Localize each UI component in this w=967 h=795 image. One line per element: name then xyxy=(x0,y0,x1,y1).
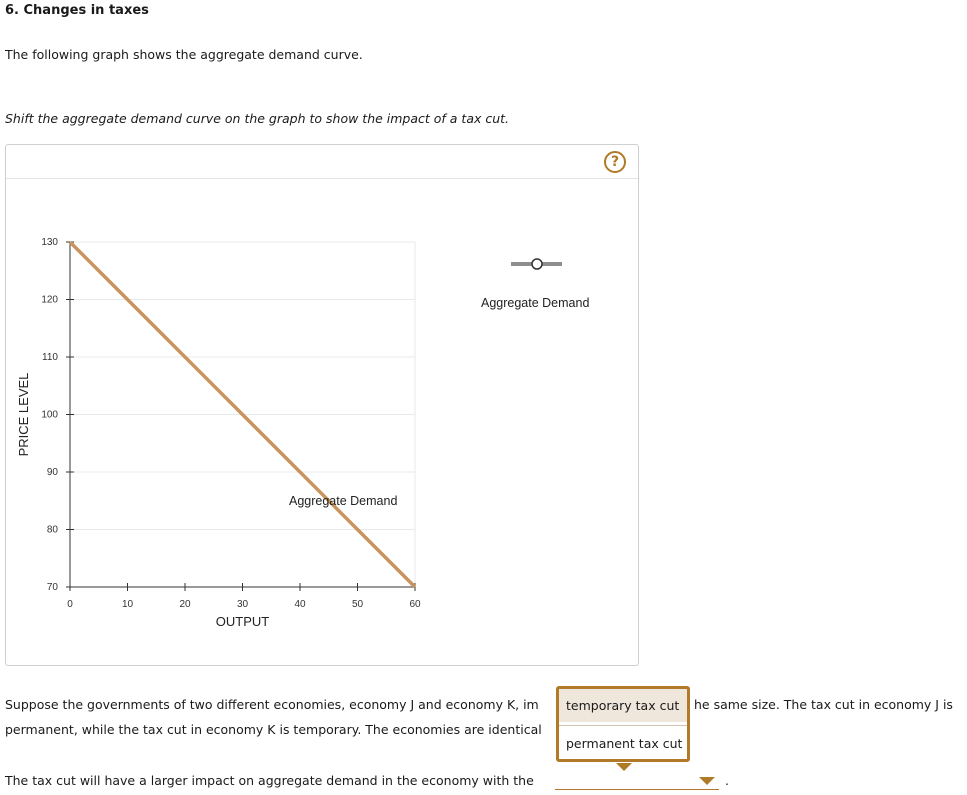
question-line-1b: he same size. The tax cut in economy J is xyxy=(694,697,953,712)
x-tick-label: 20 xyxy=(179,599,191,610)
y-axis-label: PRICE LEVEL xyxy=(16,372,31,457)
x-tick-label: 50 xyxy=(351,599,364,610)
ad-chart[interactable] xyxy=(6,145,638,665)
chevron-down-icon[interactable] xyxy=(699,777,715,785)
y-tick-label: 90 xyxy=(46,467,58,478)
x-tick-label: 10 xyxy=(121,599,134,610)
x-tick-label: 0 xyxy=(67,599,73,610)
help-icon[interactable]: ? xyxy=(604,151,626,173)
answer-dropdown[interactable] xyxy=(555,789,719,790)
question-line-1a: Suppose the governments of two different economies, economy J and economy K, im xyxy=(5,697,539,712)
curve-label: Aggregate Demand xyxy=(289,494,398,508)
question-line-2: permanent, while the tax cut in economy K is temporary. The economies are identical xyxy=(5,722,542,737)
menu-pointer xyxy=(616,763,632,771)
instruction-text: Shift the aggregate demand curve on the graph to show the impact of a tax cut. xyxy=(5,111,510,126)
ad-tool-label[interactable]: Aggregate Demand xyxy=(481,296,590,310)
graph-panel xyxy=(5,144,639,666)
chart-ticks xyxy=(41,237,421,610)
x-axis-label: OUTPUT xyxy=(215,614,270,629)
dropdown-option-permanent[interactable]: permanent tax cut xyxy=(566,736,683,751)
dropdown-option-temporary[interactable]: temporary tax cut xyxy=(559,689,687,722)
dropdown-menu xyxy=(556,686,690,762)
section-title: 6. Changes in taxes xyxy=(5,3,149,18)
x-tick-label: 60 xyxy=(409,599,421,610)
y-tick-label: 100 xyxy=(41,409,58,421)
ad-tool-icon[interactable] xyxy=(511,259,562,269)
y-tick-label: 130 xyxy=(41,237,58,248)
y-tick-label: 110 xyxy=(42,352,58,363)
y-tick-label: 70 xyxy=(46,582,58,593)
intro-text: The following graph shows the aggregate demand curve. xyxy=(5,47,363,62)
y-tick-label: 80 xyxy=(46,524,58,536)
x-tick-label: 40 xyxy=(294,599,306,610)
x-tick-label: 30 xyxy=(236,599,249,610)
question-line-3: The tax cut will have a larger impact on aggregate demand in the economy with the xyxy=(5,773,534,788)
sentence-period: . xyxy=(725,773,729,788)
y-tick-label: 120 xyxy=(41,294,58,306)
menu-divider xyxy=(559,725,687,726)
